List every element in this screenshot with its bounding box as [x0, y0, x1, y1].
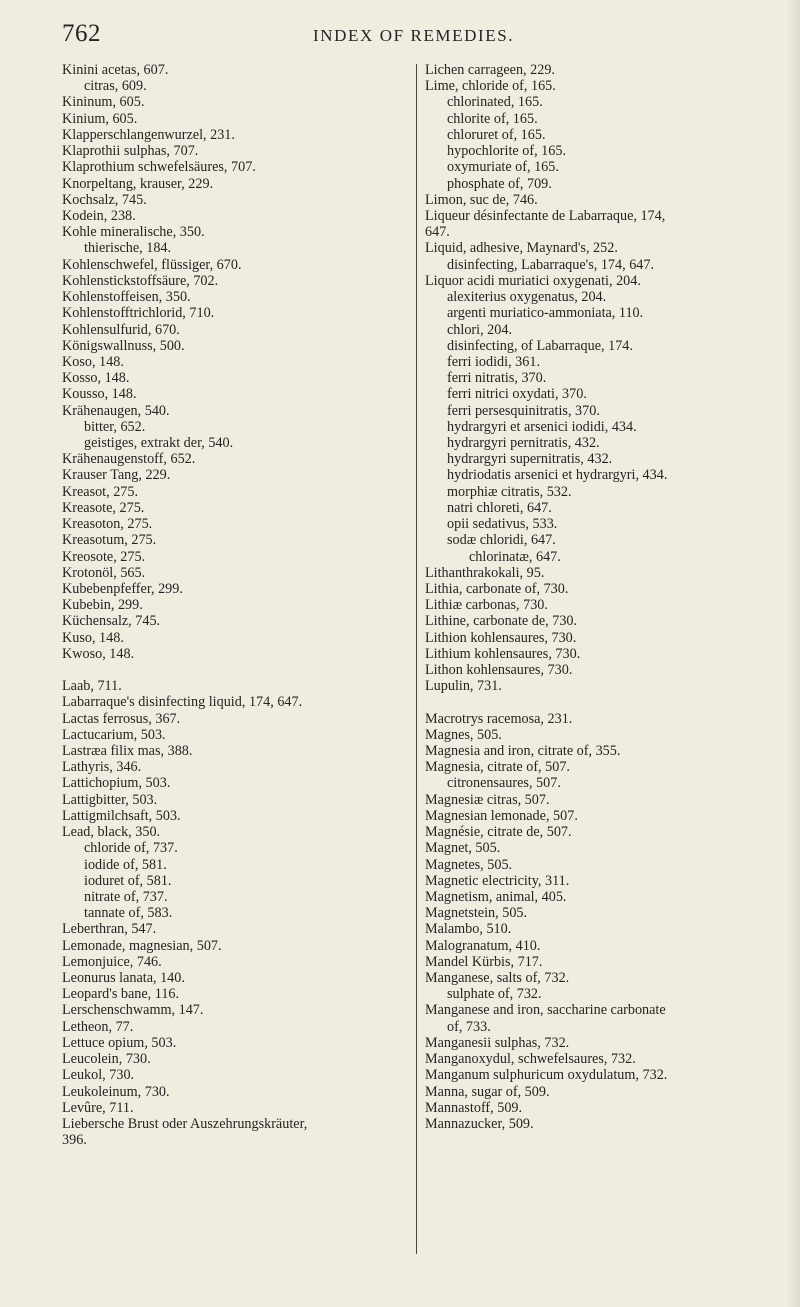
index-entry: Königswallnuss, 500. [62, 337, 185, 354]
index-subentry: of, 733. [447, 1018, 491, 1035]
index-entry: Knorpeltang, krauser, 229. [62, 175, 214, 192]
index-entry: Lithine, carbonate de, 730. [425, 613, 578, 630]
index-entry: Liqueur désinfectante de Labarraque, 174, [425, 207, 666, 224]
index-entry: Lithium kohlensaures, 730. [425, 645, 581, 662]
page-header [0, 20, 800, 48]
index-entry: Liebersche Brust oder Auszehrungskräuter, [62, 1116, 308, 1132]
index-entry: Klaprothii sulphas, 707. [62, 143, 199, 160]
index-entry: Manna, sugar of, 509. [425, 1083, 550, 1100]
index-entry: Klaprothium schwefelsäures, 707. [62, 159, 256, 176]
index-entry: Kohle mineralische, 350. [62, 224, 205, 241]
index-subentry: hydrargyri pernitratis, 432. [447, 435, 600, 452]
index-entry: Kohlenschwefel, flüssiger, 670. [62, 256, 242, 273]
index-entry: Leopard's bane, 116. [62, 986, 180, 1003]
index-entry: Lastræa filix mas, 388. [62, 742, 193, 759]
index-subentry: hydrargyri et arsenici iodidi, 434. [447, 418, 637, 435]
index-subentry: oxymuriate of, 165. [447, 159, 559, 176]
index-entry: Koso, 148. [62, 353, 124, 370]
index-entry: Manganum sulphuricum oxydulatum, 732. [425, 1067, 668, 1084]
index-entry: Kohlenstoffeisen, 350. [62, 289, 191, 306]
index-entry: Kochsalz, 745. [62, 191, 147, 208]
index-subentry: ferri nitratis, 370. [447, 370, 547, 387]
index-entry: Manganesii sulphas, 732. [425, 1034, 570, 1051]
index-entry: Lithon kohlensaures, 730. [425, 662, 573, 679]
index-entry: Lithia, carbonate of, 730. [425, 581, 569, 597]
index-entry: Mannazucker, 509. [425, 1116, 534, 1132]
index-entry: Kinium, 605. [62, 110, 138, 127]
index-subentry: hydriodatis arsenici et hydrargyri, 434. [447, 467, 668, 484]
index-subentry: chloruret of, 165. [447, 126, 546, 143]
index-subentry: ferri persesquinitratis, 370. [447, 402, 600, 419]
index-entry: Lettuce opium, 503. [62, 1034, 177, 1051]
index-subentry: disinfecting, of Labarraque, 174. [447, 337, 633, 354]
index-entry: Manganoxydul, schwefelsaures, 732. [425, 1051, 636, 1068]
index-entry: Levûre, 711. [62, 1099, 134, 1116]
index-entry: Krähenaugenstoff, 652. [62, 451, 196, 468]
index-entry: Mannastoff, 509. [425, 1099, 523, 1116]
index-entry: Kohlenstofftrichlorid, 710. [62, 305, 215, 322]
index-entry: Klapperschlangenwurzel, 231. [62, 126, 235, 143]
index-entry: Lactucarium, 503. [62, 726, 166, 743]
index-entry: Magnesia, citrate of, 507. [425, 759, 570, 776]
index-entry: Krähenaugen, 540. [62, 402, 170, 419]
index-column-left [62, 62, 414, 1148]
index-entry: Lemonade, magnesian, 507. [62, 937, 222, 954]
index-entry: Limon, suc de, 746. [425, 191, 538, 208]
index-entry: Magnetic electricity, 311. [425, 872, 570, 889]
index-entry: Krotonöl, 565. [62, 564, 146, 581]
index-entry: Kinini acetas, 607. [62, 62, 169, 78]
index-entry: Liquor acidi muriatici oxygenati, 204. [425, 272, 641, 289]
section-gap [62, 662, 414, 678]
index-entry: Leucolein, 730. [62, 1051, 151, 1068]
running-title: INDEX OF REMEDIES. [313, 26, 515, 45]
index-entry: Lathyris, 346. [62, 759, 142, 776]
index-entry: Mandel Kürbis, 717. [425, 953, 543, 970]
index-entry: Magnésie, citrate de, 507. [425, 824, 572, 841]
index-entry: Liquid, adhesive, Maynard's, 252. [425, 240, 618, 257]
index-entry: Kreasote, 275. [62, 499, 145, 516]
index-entry: Kohlensulfurid, 670. [62, 321, 180, 338]
index-subentry: natri chloreti, 647. [447, 499, 552, 516]
index-entry: 647. [425, 224, 450, 241]
index-entry: Magnetism, animal, 405. [425, 888, 567, 905]
index-subentry: ferri iodidi, 361. [447, 353, 540, 370]
index-subentry: citras, 609. [84, 78, 147, 95]
index-subentry: hydrargyri supernitratis, 432. [447, 451, 613, 468]
index-subentry: bitter, 652. [84, 418, 146, 435]
index-entry: Lattichopium, 503. [62, 775, 171, 792]
page-number: 762 [62, 20, 101, 47]
index-entry: Küchensalz, 745. [62, 613, 161, 630]
index-entry: Kubebenpfeffer, 299. [62, 581, 183, 597]
index-entry: Kreasot, 275. [62, 483, 139, 500]
index-subentry: nitrate of, 737. [84, 888, 168, 905]
index-entry: Leukoleinum, 730. [62, 1083, 170, 1100]
index-entry: Kreasotum, 275. [62, 532, 157, 549]
index-entry: Lactas ferrosus, 367. [62, 710, 181, 727]
index-subentry: phosphate of, 709. [447, 175, 552, 192]
index-entry: Kohlenstickstoffsäure, 702. [62, 272, 219, 289]
index-entry: Kininum, 605. [62, 94, 145, 111]
index-subentry: iodide of, 581. [84, 856, 167, 873]
index-entry: Leukol, 730. [62, 1067, 135, 1084]
index-entry: Manganese and iron, saccharine carbonate [425, 1002, 666, 1019]
index-entry: Krauser Tang, 229. [62, 467, 171, 484]
index-entry: Laab, 711. [62, 678, 122, 695]
index-subentry: ioduret of, 581. [84, 872, 172, 889]
index-entry: Macrotrys racemosa, 231. [425, 710, 573, 727]
index-entry: Lichen carrageen, 229. [425, 62, 555, 78]
page-edge-shadow [786, 0, 800, 1307]
index-entry: Kreasoton, 275. [62, 516, 153, 533]
index-entry: Letheon, 77. [62, 1018, 134, 1035]
index-entry: Lattigbitter, 503. [62, 791, 158, 808]
index-subentry: tannate of, 583. [84, 905, 173, 922]
index-entry: Lithion kohlensaures, 730. [425, 629, 577, 646]
index-subentry: geistiges, extrakt der, 540. [84, 435, 234, 452]
index-subentry: hypochlorite of, 165. [447, 143, 566, 160]
index-subentry: chlorinatæ, 647. [469, 548, 561, 565]
index-entry: Lime, chloride of, 165. [425, 78, 556, 95]
index-entry: Kreosote, 275. [62, 548, 146, 565]
index-subentry: chloride of, 737. [84, 840, 178, 857]
section-gap [425, 695, 785, 711]
index-entry: Leberthran, 547. [62, 921, 157, 938]
index-entry: Magnet, 505. [425, 840, 501, 857]
index-entry: Magnetstein, 505. [425, 905, 528, 922]
index-subentry: ferri nitrici oxydati, 370. [447, 386, 587, 403]
index-subentry: chlori, 204. [447, 321, 513, 338]
index-subentry: disinfecting, Labarraque's, 174, 647. [447, 256, 655, 273]
index-entry: Magnesia and iron, citrate of, 355. [425, 742, 621, 759]
index-entry: Kousso, 148. [62, 386, 137, 403]
index-entry: Labarraque's disinfecting liquid, 174, 647. [62, 694, 303, 711]
index-entry: Magnes, 505. [425, 726, 502, 743]
index-subentry: argenti muriatico-ammoniata, 110. [447, 305, 644, 322]
index-entry: Kuso, 148. [62, 629, 124, 646]
index-entry: Lemonjuice, 746. [62, 953, 162, 970]
index-subentry: morphiæ citratis, 532. [447, 483, 572, 500]
index-entry: 396. [62, 1132, 87, 1149]
index-entry: Malambo, 510. [425, 921, 512, 938]
index-entry: Magnetes, 505. [425, 856, 513, 873]
index-entry: Leonurus lanata, 140. [62, 970, 185, 987]
index-column-right [425, 62, 785, 1132]
index-entry: Lithanthrakokali, 95. [425, 564, 545, 581]
index-entry: Lerschenschwamm, 147. [62, 1002, 204, 1019]
index-entry: Kwoso, 148. [62, 645, 135, 662]
index-entry: Lattigmilchsaft, 503. [62, 807, 181, 824]
index-entry: Lead, black, 350. [62, 824, 161, 841]
index-entry: Manganese, salts of, 732. [425, 970, 570, 987]
index-subentry: sulphate of, 732. [447, 986, 542, 1003]
index-entry: Malogranatum, 410. [425, 937, 541, 954]
index-entry: Lupulin, 731. [425, 678, 502, 695]
index-entry: Kodein, 238. [62, 207, 136, 224]
index-subentry: chlorite of, 165. [447, 110, 538, 127]
column-divider [416, 64, 417, 1254]
index-entry: Kubebin, 299. [62, 597, 143, 614]
index-subentry: sodæ chloridi, 647. [447, 532, 556, 549]
index-subentry: opii sedativus, 533. [447, 516, 558, 533]
index-subentry: citronensaures, 507. [447, 775, 561, 792]
index-entry: Lithiæ carbonas, 730. [425, 597, 548, 614]
index-entry: Magnesiæ citras, 507. [425, 791, 550, 808]
index-subentry: thierische, 184. [84, 240, 172, 257]
index-subentry: chlorinated, 165. [447, 94, 543, 111]
index-subentry: alexiterius oxygenatus, 204. [447, 289, 607, 306]
index-entry: Kosso, 148. [62, 370, 130, 387]
index-entry: Magnesian lemonade, 507. [425, 807, 578, 824]
